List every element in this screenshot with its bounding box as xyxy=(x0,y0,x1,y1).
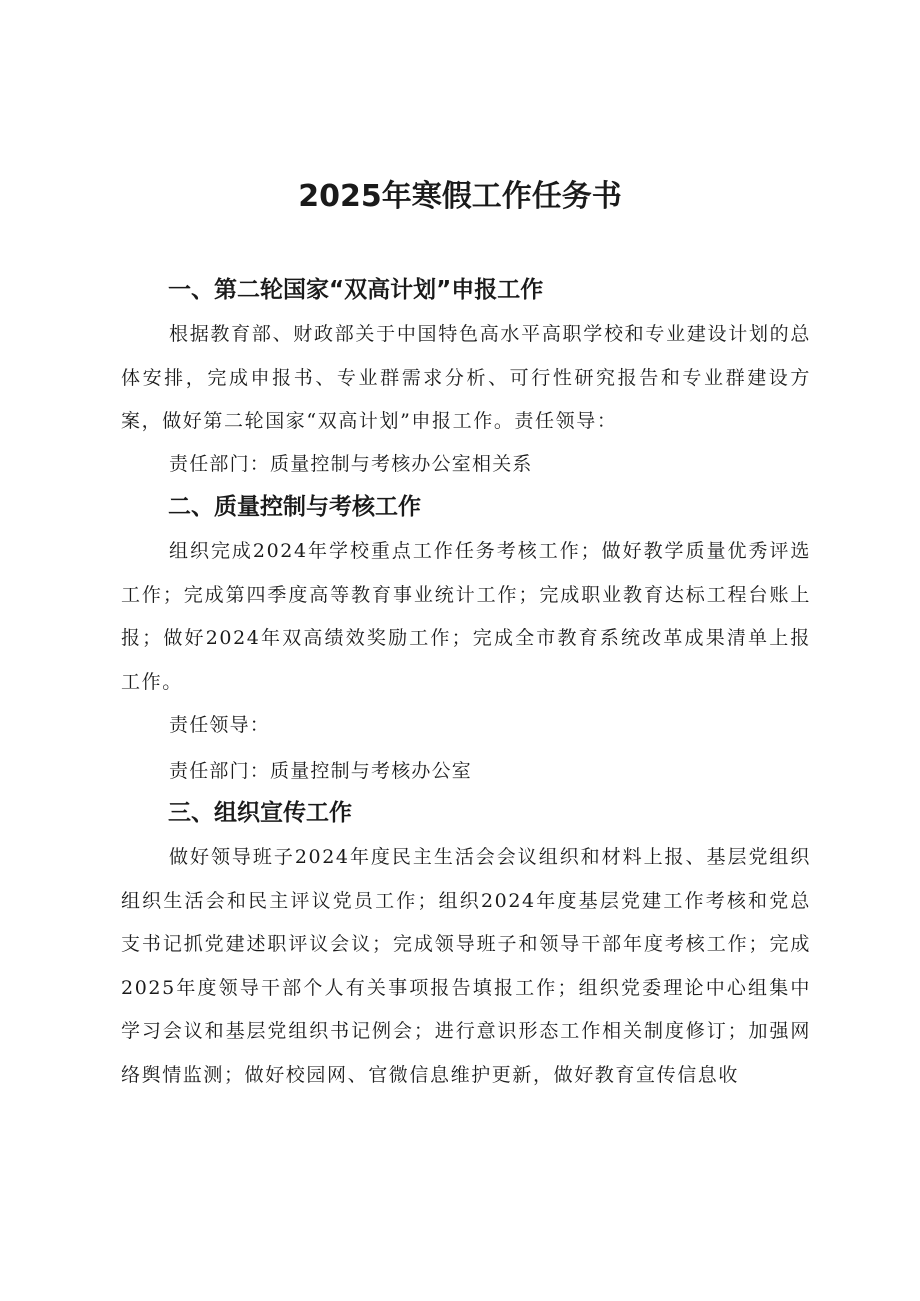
section-1-responsible-dept: 责任部门：质量控制与考核办公室相关系 xyxy=(169,453,533,475)
section-1-body: 根据教育部、财政部关于中国特色高水平高职学校和专业建设计划的总体安排，完成申报书、专业群需求分析、可行性研究报告和专业群建设方案，做好第二轮国家“双高计划”申报工作。责任领导： xyxy=(121,323,811,432)
document-title: 2025年寒假工作任务书 xyxy=(298,179,622,214)
section-2-body: 组织完成2024年学校重点工作任务考核工作；做好教学质量优秀评选工作；完成第四季度高等教育事业统计工作；完成职业教育达标工程台账上报；做好2024年双高绩效奖励工作；完成全市教育系统改革成果清单上报工作。 xyxy=(121,540,811,693)
section-1-heading: 一、第二轮国家“双高计划”申报工作 xyxy=(168,277,544,303)
section-3-body: 做好领导班子2024年度民主生活会会议组织和材料上报、基层党组织组织生活会和民主评议党员工作；组织2024年度基层党建工作考核和党总支书记抓党建述职评议会议；完成领导班子和领导干部年度考核工作；完成2025年度领导干部个人有关事项报告填报工作；组织党委理论中心组集中学习会议和基层党组织书记例会；进行意识形态工作相关制度修订；加强网络舆情监测；做好校园网、官微信息维护更新，做好教育宣传信息收 xyxy=(121,846,811,1086)
section-2-responsible-leader: 责任领导： xyxy=(169,714,271,736)
section-2-heading: 二、质量控制与考核工作 xyxy=(168,494,421,520)
section-3-heading: 三、组织宣传工作 xyxy=(168,800,352,826)
section-2-responsible-dept: 责任部门：质量控制与考核办公室 xyxy=(169,760,473,782)
